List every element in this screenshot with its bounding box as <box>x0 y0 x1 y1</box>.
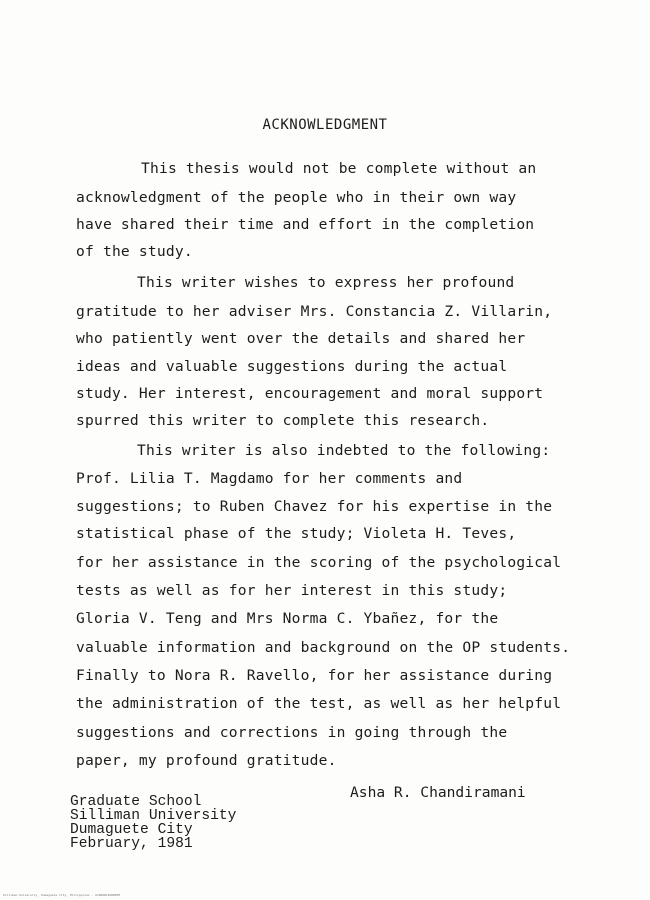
text-line: gratitude to her adviser Mrs. Constancia Z. Villarin, <box>76 303 553 320</box>
text-line: the administration of the test, as well as her helpful <box>76 695 562 712</box>
text-line: who patiently went over the details and shared her <box>76 330 526 347</box>
text-line: valuable information and background on the OP students. <box>76 639 571 656</box>
text-line: for her assistance in the scoring of the psychological <box>76 554 562 571</box>
text-line: suggestions and corrections in going through the <box>76 724 508 741</box>
text-line: statistical phase of the study; Violeta H. Teves, <box>76 525 517 542</box>
scan-footer: Silliman University, Dumaguete City, Philippines · ACKNOWLEDGMENT <box>3 893 121 897</box>
text-line: Finally to Nora R. Ravello, for her assistance during <box>76 667 553 684</box>
text-line: acknowledgment of the people who in their own way <box>76 189 517 206</box>
text-line: suggestions; to Ruben Chavez for his expertise in the <box>76 498 553 515</box>
address-line: Dumaguete City <box>70 822 193 838</box>
text-line: study. Her interest, encouragement and moral support <box>76 385 544 402</box>
text-line: This writer wishes to express her profound <box>137 274 515 291</box>
text-line: Prof. Lilia T. Magdamo for her comments and <box>76 470 463 487</box>
text-line: have shared their time and effort in the completion <box>76 216 535 233</box>
page-title: ACKNOWLEDGMENT <box>262 117 388 133</box>
text-line: ideas and valuable suggestions during the actual <box>76 358 508 375</box>
text-line: paper, my profound gratitude. <box>76 752 337 769</box>
address-line: February, 1981 <box>70 836 193 852</box>
text-line: tests as well as for her interest in this study; <box>76 582 508 599</box>
text-line: Gloria V. Teng and Mrs Norma C. Ybañez, for the <box>76 610 499 627</box>
text-line: This writer is also indebted to the following: <box>137 442 551 459</box>
text-line: This thesis would not be complete without an <box>141 160 537 177</box>
address-line: Graduate School <box>70 794 202 810</box>
address-line: Silliman University <box>70 808 237 824</box>
text-line: spurred this writer to complete this research. <box>76 412 490 429</box>
signature-name: Asha R. Chandiramani <box>350 784 526 801</box>
text-line: of the study. <box>76 243 193 260</box>
